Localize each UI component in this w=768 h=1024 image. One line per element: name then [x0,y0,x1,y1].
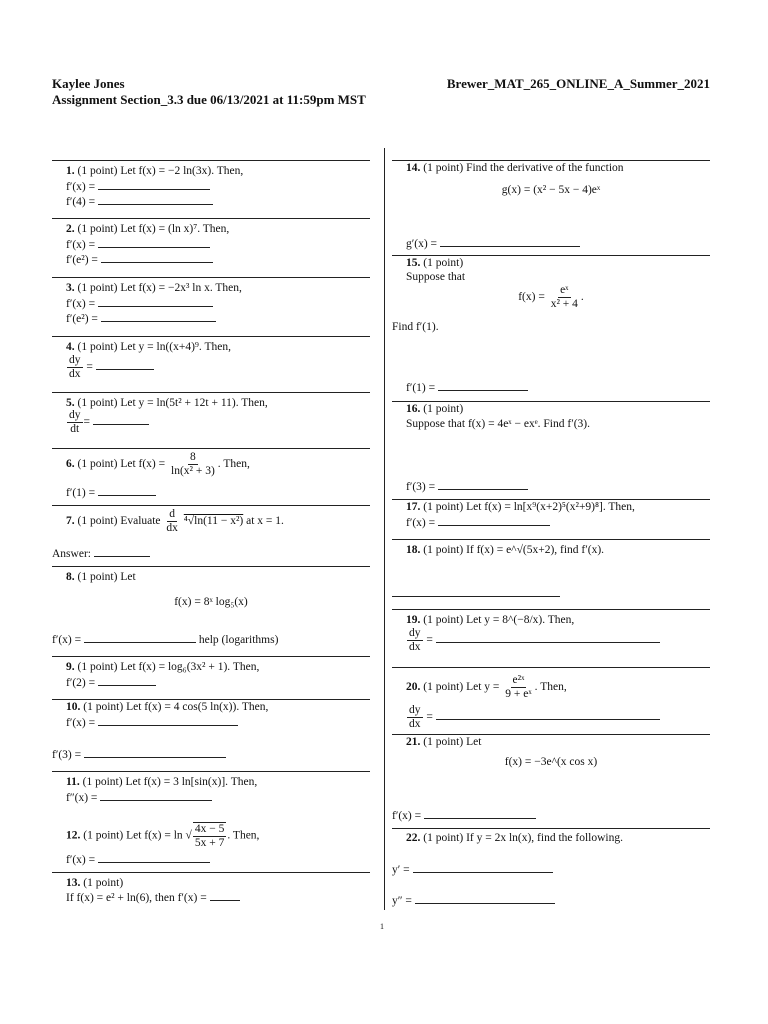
answer-field[interactable] [415,893,555,904]
answer-field[interactable] [436,709,660,720]
answer-field[interactable] [413,862,553,873]
answer-field[interactable] [96,359,154,370]
answer-field[interactable] [98,485,156,496]
problem-3: 3. (1 point) Let f(x) = −2x³ ln x. Then, f′(x) = f′(e²) = [52,277,370,335]
page-number: 1 [380,922,384,931]
problem-22: 22. (1 point) If y = 2x ln(x), find the following. y′ = y″ = [392,828,710,912]
problem-1: 1. (1 point) Let f(x) = −2 ln(3x). Then, f′(x) = f′(4) = [52,160,370,218]
header-left [52,76,366,109]
answer-field[interactable] [98,715,238,726]
problem-16: 16. (1 point) Suppose that f(x) = 4eˣ − exᵉ. Find f′(3). f′(3) = [392,401,710,499]
problem-6: 6. (1 point) Let f(x) = $\frac{8}{\text{ln(x² + 3)}}$ . Then, f′(1) = [52,448,370,504]
answer-field[interactable] [438,380,528,391]
answer-field[interactable] [98,194,213,205]
problem-10: 10. (1 point) Let f(x) = 4 cos(5 ln(x)). Then, f′(x) = f′(3) = [52,699,370,771]
problem-2: 2. (1 point) Let f(x) = (ln x)⁷. Then, f′(x) = f′(e²) = [52,218,370,276]
assignment-title: Assignment Section_3.3 due 06/13/2021 at 11:59pm MST [52,92,366,108]
answer-field[interactable] [101,311,216,322]
problem-14: 14. (1 point) Find the derivative of the function g(x) = (x² − 5x − 4)eˣ g′(x) = [392,160,710,255]
answer-field[interactable] [440,236,580,247]
answer-field[interactable] [84,632,196,643]
answer-field[interactable] [436,632,660,643]
problem-4: 4. (1 point) Let y = ln((x+4)⁹. Then, $\frac{dy}{dx}$ = [52,336,370,392]
answer-field[interactable] [438,515,550,526]
answer-field[interactable] [98,296,213,307]
problem-11: 11. (1 point) Let f(x) = 3 ln[sin(x)]. Then, f″(x) = [52,771,370,814]
column-divider [384,148,385,910]
answer-field[interactable] [98,852,210,863]
answer-field[interactable] [424,808,536,819]
answer-field[interactable] [438,479,528,490]
problem-5: 5. (1 point) Let y = ln(5t² + 12t + 11). Then, $\frac{dy}{dt}$ = [52,392,370,446]
problem-12: 12. (1 point) Let f(x) = ln √ $\frac{4x - 5}{5x + 7}$ . Then, f′(x) = [66,823,260,866]
answer-field[interactable] [210,890,240,901]
course-name: Brewer_MAT_265_ONLINE_A_Summer_2021 [446,76,710,91]
answer-field[interactable] [392,586,560,597]
answer-field[interactable] [94,546,150,557]
problem-20: 20. (1 point) Let y = $\frac{\text{e²ˣ}}{\text{9 + eˣ}}$ . Then, $\frac{dy}{dx}$ = [392,667,710,734]
answer-field[interactable] [84,747,226,758]
help-link[interactable]: help (logarithms) [198,634,279,646]
answer-field[interactable] [100,790,212,801]
answer-field[interactable] [98,179,210,190]
problem-19: 19. (1 point) Let y = 8^(−8/x). Then, $\frac{dy}{dx}$ = [392,609,710,667]
problem-21: 21. (1 point) Let f(x) = −3e^(x cos x) f′(x) = [392,734,710,828]
problem-15: 15. (1 point) Suppose that f(x) = $\frac{\text{eˣ}}{\text{x² + 4}}$ . Find f′(1). f′(1) = [392,255,710,401]
answer-field[interactable] [101,252,213,263]
problem-9: 9. (1 point) Let f(x) = log₆(3x² + 1). Then, f′(2) = [52,656,370,699]
answer-field[interactable] [93,414,149,425]
answer-field[interactable] [98,237,210,248]
problem-17: 17. (1 point) Let f(x) = ln[x⁹(x+2)⁵(x²+9)⁸]. Then, f′(x) = [392,499,710,539]
student-name: Kaylee Jones [52,76,125,91]
problem-7: 7. (1 point) Evaluate $\frac{d}{dx}$ ⁴√ln(11 − x²) at x = 1. Answer: [52,505,370,565]
problem-13: 13. (1 point) If f(x) = e² + ln(6), then f′(x) = [52,872,370,912]
problem-18: 18. (1 point) If f(x) = e^√(5x+2), find f′(x). [392,539,710,609]
answer-field[interactable] [98,675,156,686]
problem-8: 8. (1 point) Let f(x) = 8ˣ log₅(x) f′(x) = help (logarithms) [52,566,370,656]
